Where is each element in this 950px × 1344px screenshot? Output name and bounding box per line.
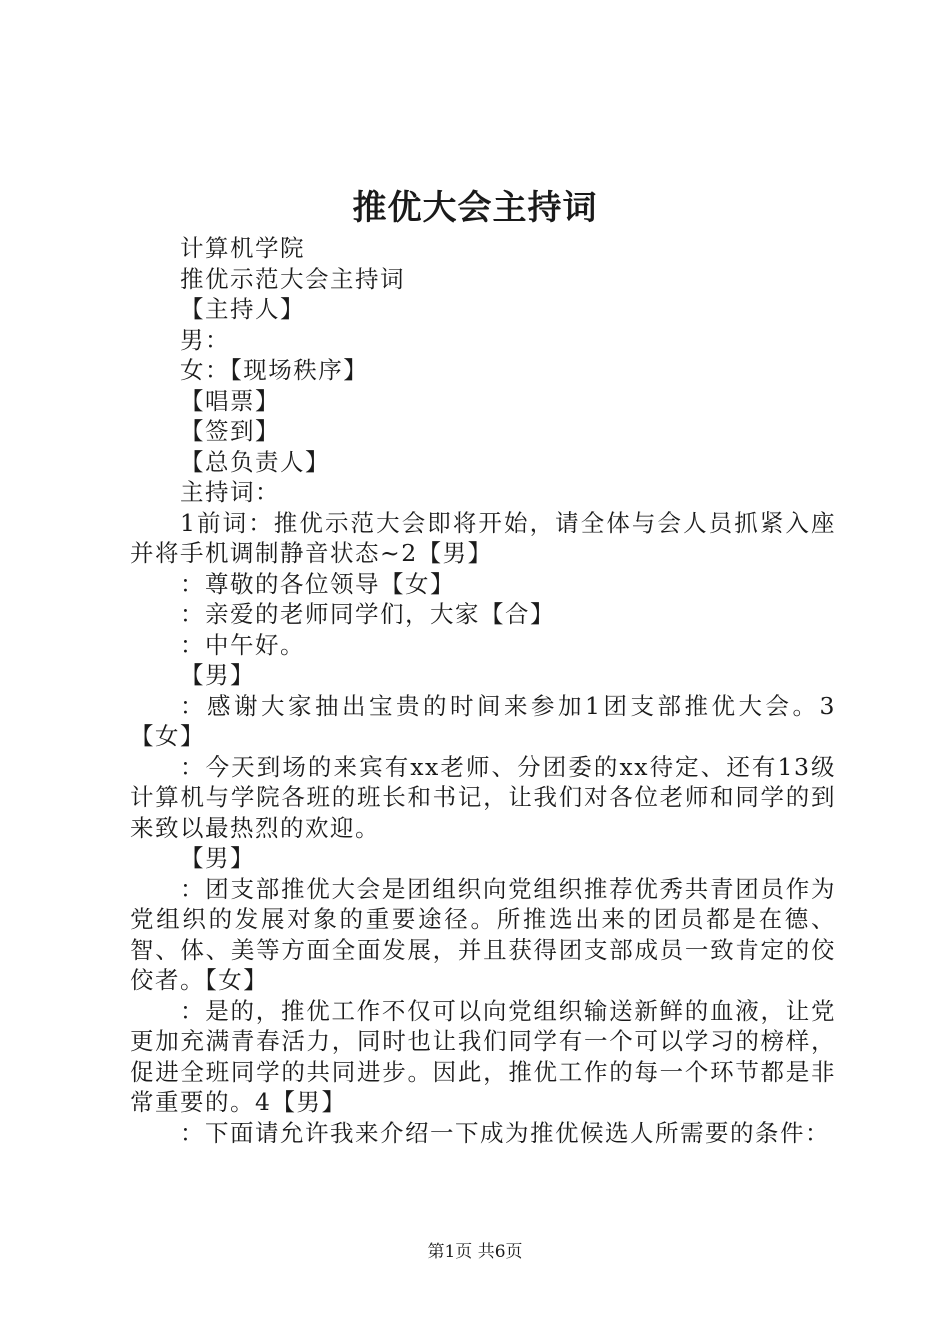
document-title: 推优大会主持词 <box>352 188 598 228</box>
paragraph-chief: 【总负责人】 <box>180 447 330 476</box>
paragraph-female-host: 女：【现场秩序】 <box>180 356 369 384</box>
paragraph-male-host: 男： <box>180 325 230 354</box>
paragraph-male-2: 【男】 <box>180 844 255 872</box>
page-footer: 第1页 共6页 <box>427 1242 523 1262</box>
paragraph-greeting-leaders: ：尊敬的各位领导【女】 <box>180 569 455 598</box>
paragraph-college: 计算机学院 <box>180 234 305 262</box>
paragraph-vote-counting: 【唱票】 <box>180 386 280 415</box>
paragraph-subtitle: 推优示范大会主持词 <box>180 264 405 293</box>
paragraph-script-heading: 主持词： <box>180 478 280 506</box>
paragraph-thanks: ：感谢大家抽出宝贵的时间来参加1团支部推优大会。3【女】 <box>130 691 836 750</box>
paragraph-opening: 1前词：推优示范大会即将开始，请全体与会人员抓紧入座并将手机调制静音状态~2【男】 <box>130 508 836 567</box>
document-body <box>130 233 836 1148</box>
paragraph-male-1: 【男】 <box>180 661 255 689</box>
paragraph-conditions: ：下面请允许我来介绍一下成为推优候选人所需要的条件： <box>180 1118 830 1147</box>
paragraph-importance: ：团支部推优大会是团组织向党组织推荐优秀共青团员作为党组织的发展对象的重要途径。所推选出来的团员都是在德、智、体、美等方面全面发展，并且获得团支部成员一致肯定的佼佼者。【女】 <box>130 874 836 994</box>
paragraph-guests: ：今天到场的来宾有xx老师、分团委的xx待定、还有13级计算机与学院各班的班长和书记，让我们对各位老师和同学的到来致以最热烈的欢迎。 <box>130 752 836 842</box>
paragraph-good-noon: ：中午好。 <box>180 630 305 659</box>
paragraph-greeting-teachers: ：亲爱的老师同学们，大家【合】 <box>180 600 555 628</box>
paragraph-host-heading: 【主持人】 <box>180 295 305 323</box>
paragraph-sign-in: 【签到】 <box>180 417 280 445</box>
paragraph-significance: ：是的，推优工作不仅可以向党组织输送新鲜的血液，让党更加充满青春活力，同时也让我们同学有一个可以学习的榜样，促进全班同学的共同进步。因此，推优工作的每一个环节都是非常重要的。4【男】 <box>130 996 836 1116</box>
